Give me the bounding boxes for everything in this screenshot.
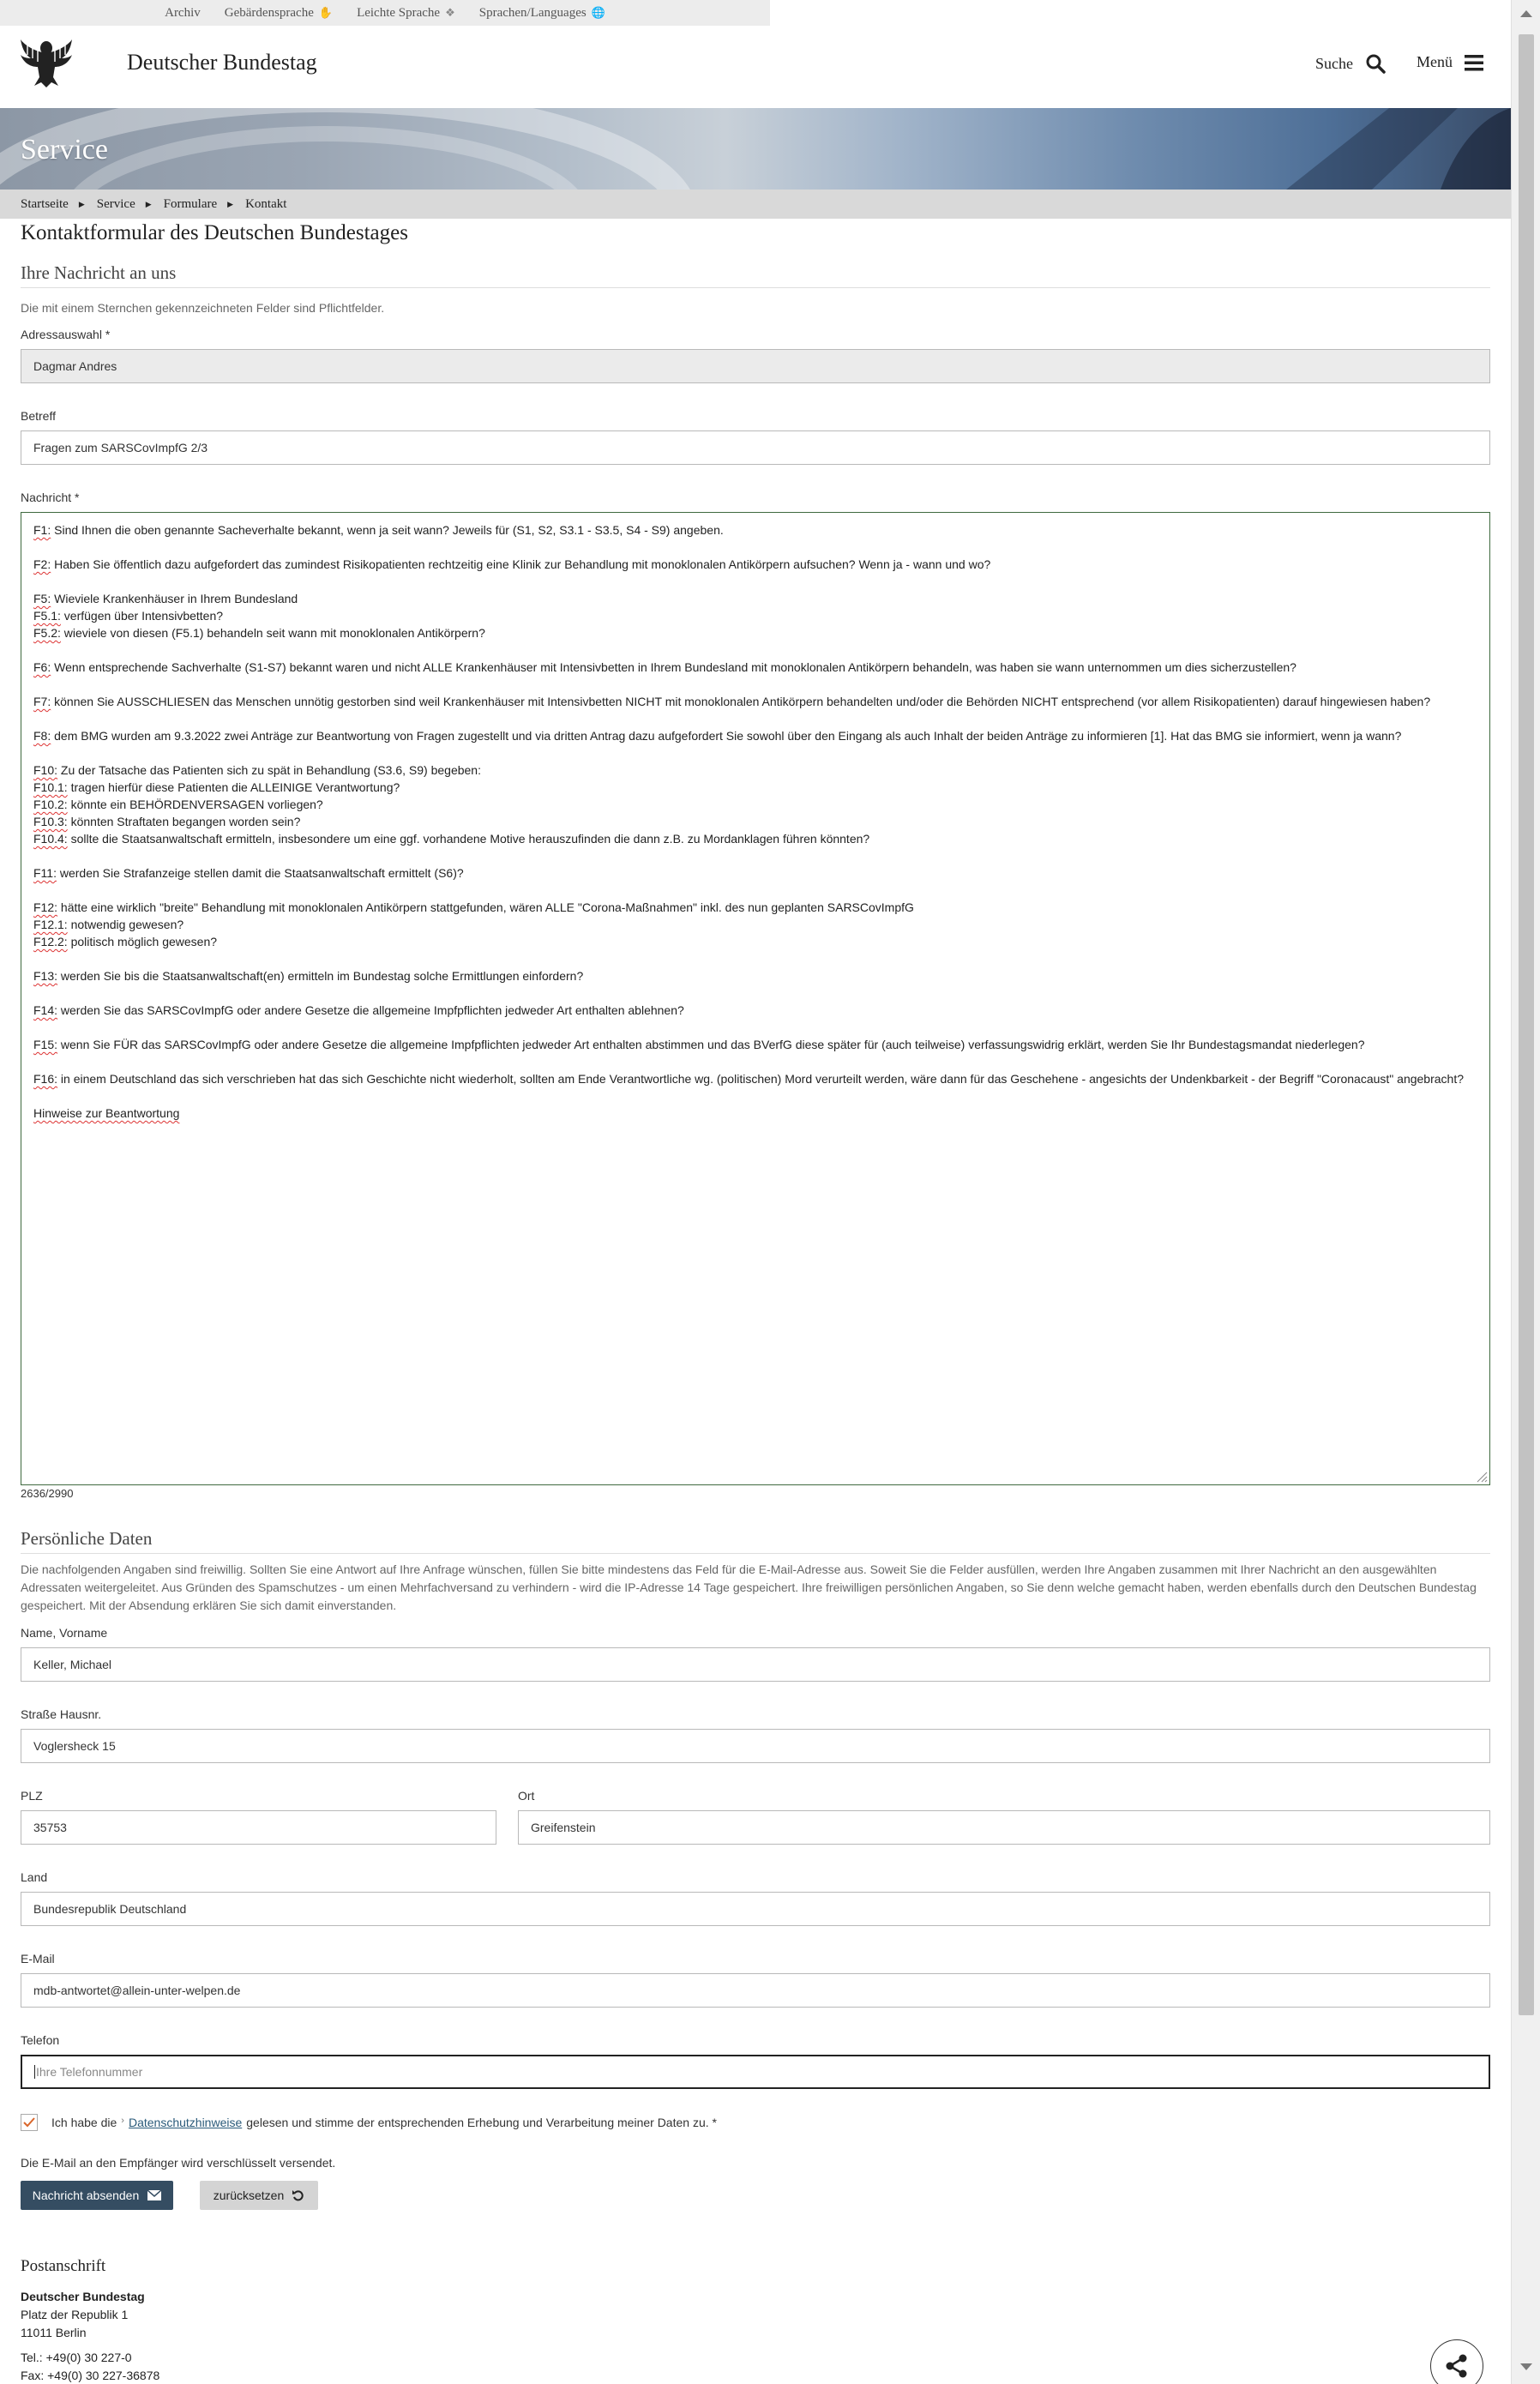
zip-label: PLZ [21,1789,43,1803]
globe-icon: 🌐 [591,6,605,19]
search-button[interactable] [1315,53,1386,74]
message-line [33,984,1477,1002]
message-line: F15: wenn Sie FÜR das SARSCovImpfG oder andere Gesetze die allgemeine Impfpflichten jedweder Art enthalten abstimmen und das BVerfG diese später für (auch teilweise) verfassungswidrig erklärt, werden Sie Ihr Bundestagsmandat niederlegen? [33,1038,1365,1051]
phone-input-placeholder: Ihre Telefonnummer [36,2065,143,2079]
message-line: F11: werden Sie Strafanzeige stellen damit die Staatsanwaltschaft ermittelt (S6)? [33,866,464,880]
street-input-value: Voglersheck 15 [33,1739,116,1753]
scroll-up-arrow-icon[interactable] [1520,10,1532,17]
easy-language-link[interactable]: Leichte Sprache ❖ [357,5,455,20]
consent-prefix: Ich habe die [51,2116,117,2129]
street-input[interactable] [21,1729,1490,1763]
breadcrumb [0,190,1511,219]
menu-label: Menü [1417,53,1453,70]
privacy-link[interactable]: Datenschutzhinweise [128,2116,243,2129]
consent-checkbox[interactable] [21,2114,38,2131]
hamburger-icon [1465,54,1483,71]
message-line: F7: können Sie AUSSCHLIESEN das Menschen unnötig gestorben sind weil Krankenhäuser mit Intensivbetten NICHT mit monoklonalen Antikörpern behandelten und/oder die Behörden NICHT entsprechend (vor allem Risikopatienten) darauf hingewiesen haben? [33,695,1431,708]
zip-input-value: 35753 [33,1821,67,1834]
divider [21,1553,1490,1554]
consent-text [51,2116,717,2129]
phone-label: Telefon [21,2033,60,2047]
postal-street: Platz der Republik 1 [21,2308,129,2321]
breadcrumb-item-formulare[interactable]: Formulare [163,196,218,211]
caret-right-icon: ▶ [227,199,234,208]
checkmark-icon [23,2117,35,2128]
message-line [33,1019,1477,1036]
scroll-down-arrow-icon[interactable] [1520,2363,1532,2370]
eagle-logo-icon[interactable] [19,36,74,89]
message-line: F2: Haben Sie öffentlich dazu aufgefordert das zumindest Risikopatienten rechtzeitig eine Klinik zur Behandlung mit monoklonalen Antikörpern aufsuchen? Wenn ja - wann und wo? [33,557,991,571]
message-line: F16: in einem Deutschland das sich verschrieben hat das sich Geschichte nicht wiederholt, sollten am Ende Verantwortliche wg. (politischen) Mord verurteilt werden, wäre dann für das Geschehene - angesichts der Undenkbarkeit - der Begriff "Coronacaust" angebracht? [33,1072,1465,1086]
subject-input-value: Fragen zum SARSCovImpfG 2/3 [33,441,208,455]
message-line [33,676,1477,693]
reset-button[interactable] [200,2181,318,2210]
city-label: Ort [518,1789,535,1803]
search-icon [1365,53,1386,74]
email-input-value: mdb-antwortet@allein-unter-welpen.de [33,1984,241,1997]
reset-label: zurücksetzen [213,2188,285,2202]
hero-title: Service [21,134,108,166]
address-label: Adressauswahl * [21,328,111,341]
message-line: F5.2: wieviele von diesen (F5.1) behandeln seit wann mit monoklonalen Antikörpern? [33,626,485,640]
message-line: Hinweise zur Beantwortung [33,1106,180,1120]
message-line: F13: werden Sie bis die Staatsanwaltschaft(en) ermitteln im Bundestag solche Ermittlungen einfordern? [33,969,584,983]
message-line [33,641,1477,659]
site-header [0,26,1511,108]
breadcrumb-item-home[interactable]: Startseite [21,196,69,211]
submit-label: Nachricht absenden [32,2188,140,2202]
message-section-heading: Ihre Nachricht an uns [21,262,177,283]
message-line: F14: werden Sie das SARSCovImpfG oder andere Gesetze die allgemeine Impfpflichten jedweder Art enthalten ablehnen? [33,1003,684,1017]
message-line: F5: Wieviele Krankenhäuser in Ihrem Bundesland [33,592,298,605]
scrollbar[interactable] [1511,0,1540,2384]
resize-grip-icon[interactable] [1474,1469,1488,1483]
char-counter: 2636/2990 [21,1487,74,1500]
submit-button[interactable] [21,2181,173,2210]
address-select[interactable] [21,349,1490,383]
message-line [33,847,1477,864]
menu-button[interactable] [1417,53,1483,71]
message-textarea[interactable] [21,512,1490,1485]
undo-icon [292,2189,304,2201]
caret-right-icon: ▶ [78,199,85,208]
subject-input[interactable] [21,430,1490,465]
message-line: F10.2: könnte ein BEHÖRDENVERSAGEN vorliegen? [33,798,323,811]
sign-language-link[interactable]: Gebärdensprache ✋ [224,5,334,20]
country-label: Land [21,1870,48,1884]
encryption-note: Die E-Mail an den Empfänger wird verschlüsselt versendet. [21,2156,336,2170]
scrollbar-thumb[interactable] [1519,34,1534,2015]
envelope-icon [147,2190,161,2200]
hero-image [0,108,1511,190]
message-line: F12.2: politisch möglich gewesen? [33,935,218,948]
page-title: Kontaktformular des Deutschen Bundestages [21,221,408,244]
message-line [33,1087,1477,1105]
privacy-info-text: Die nachfolgenden Angaben sind freiwillig. Sollten Sie eine Antwort auf Ihre Anfrage wünschen, füllen Sie bitte mindestens das Feld für die E-Mail-Adresse aus. Soweit Sie die Felder ausfüllen, werden Ihre Angaben zusammen mit Ihrer Nachricht an den ausgewählten Adressaten weitergeleitet. Aus Gründen des Spamschutzes - um einen Mehrfachversand zu verhindern - wird die IP-Adresse 14 Tage gespeichert. Ihre freiwilligen persönlichen Angaben, so Sie denn welche gemacht haben, werden ebenfalls durch den Deutschen Bundestag gespeichert. Mit der Absendung erklären Sie sich damit einverstanden. [21,1562,1477,1612]
phone-input[interactable] [21,2055,1490,2089]
message-line: F10.1: tragen hierfür diese Patienten die ALLEINIGE Verantwortung? [33,780,400,794]
easy-language-icon: ❖ [445,6,455,19]
postal-address [21,2288,159,2384]
name-input[interactable] [21,1647,1490,1682]
message-line [33,573,1477,590]
external-link-icon: › [121,2116,124,2126]
address-select-value: Dagmar Andres [33,359,117,373]
sign-language-icon: ✋ [318,6,334,19]
message-line [33,539,1477,556]
message-line [33,1053,1477,1070]
postal-fax: Fax: +49(0) 30 227-36878 [21,2369,160,2382]
search-label: Suche [1315,54,1353,72]
caret-right-icon: ▶ [145,199,152,208]
message-line: F1: Sind Ihnen die oben genannte Sacheverhalte bekannt, wenn ja seit wann? Jeweils für (S1, S2, S3.1 - S3.5, S4 - S9) angeben. [33,523,724,537]
zip-input[interactable] [21,1810,496,1845]
message-line: F8: dem BMG wurden am 9.3.2022 zwei Anträge zur Beantwortung von Fragen zugestellt und via dritten Antrag dazu aufgefordert Sie sowohl über den Eingang als auch Inhalt der beiden Anträge zu informieren [1]. Hat das BMG sie informiert, wenn ja wann? [33,729,1402,743]
message-line: F10.4: sollte die Staatsanwaltschaft ermitteln, insbesondere um eine ggf. vorhandene Motive herauszufinden die dann z.B. zu Mordanklagen führen könnten? [33,832,870,846]
email-label: E-Mail [21,1952,55,1966]
postal-org: Deutscher Bundestag [21,2290,145,2303]
name-label: Name, Vorname [21,1626,108,1640]
subject-label: Betreff [21,409,56,423]
email-input[interactable] [21,1973,1490,2008]
city-input[interactable] [518,1810,1490,1845]
site-title[interactable]: Deutscher Bundestag [127,50,317,75]
breadcrumb-item-kontakt: Kontakt [245,196,287,211]
message-line [33,882,1477,899]
personal-section-heading: Persönliche Daten [21,1528,153,1549]
breadcrumb-item-service[interactable]: Service [96,196,135,211]
street-label: Straße Hausnr. [21,1707,102,1721]
message-line: F12.1: notwendig gewesen? [33,918,184,931]
message-line: F6: Wenn entsprechende Sachverhalte (S1-S7) bekannt waren und nicht ALLE Krankenhäuser mit Intensivbetten in Ihrem Bundesland mit monoklonalen Antikörpern behandeln, was haben sie wann unternommen um dies sicherzustellen? [33,660,1296,674]
consent-suffix: gelesen und stimme der entsprechenden Erhebung und Verarbeitung meiner Daten zu. * [246,2116,717,2129]
archive-link[interactable]: Archiv [165,5,201,20]
message-label: Nachricht * [21,491,80,504]
share-button[interactable] [1430,2339,1483,2384]
message-line: F12: hätte eine wirklich "breite" Behandlung mit monoklonalen Antikörpern stattgefunden, wären ALLE "Corona-Maßnahmen" inkl. des nun geplanten SARSCovImpfG [33,900,914,914]
message-line [33,744,1477,762]
city-input-value: Greifenstein [531,1821,596,1834]
share-icon [1446,2354,1468,2378]
message-line: F5.1: verfügen über Intensivbetten? [33,609,224,623]
message-line: F10: Zu der Tatsache das Patienten sich zu spät in Behandlung (S3.6, S9) begeben: [33,763,481,777]
postal-tel[interactable]: Tel.: +49(0) 30 227-0 [21,2351,132,2364]
name-input-value: Keller, Michael [33,1658,112,1671]
hero-banner [0,108,1511,190]
utility-bar [0,0,770,26]
country-input-value: Bundesrepublik Deutschland [33,1902,187,1916]
postal-city: 11011 Berlin [21,2326,87,2339]
message-text [33,521,1477,1122]
required-hint: Die mit einem Sternchen gekennzeichneten Felder sind Pflichtfelder. [21,301,385,315]
country-input[interactable] [21,1892,1490,1926]
divider [21,287,1490,288]
languages-link[interactable]: Sprachen/Languages 🌐 [478,5,605,20]
message-line [33,950,1477,967]
postal-heading: Postanschrift [21,2257,106,2275]
message-line [33,710,1477,727]
message-line: F10.3: könnten Straftaten begangen worden sein? [33,815,301,828]
